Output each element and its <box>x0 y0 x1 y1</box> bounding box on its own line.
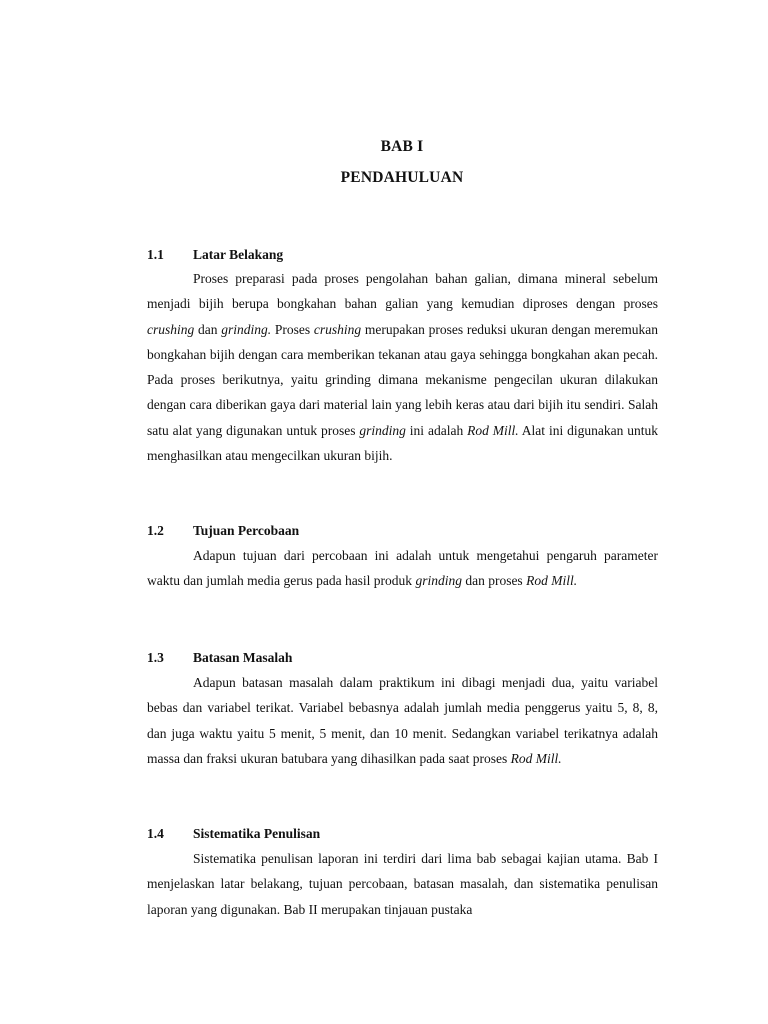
italic-term: grinding. <box>221 321 272 337</box>
section-number: 1.4 <box>147 826 164 841</box>
section-paragraph-1-1 <box>147 266 658 468</box>
paragraph-text: merupakan proses reduksi ukuran dengan meremukan bongkahan bijih dengan cara memberikan tekanan atau gaya sehingga bongkahan akan pecah. Pada proses berikutnya, yaitu grinding dimana mekanisme pengecilan ukuran dilakukan dengan cara diberikan gaya dari material lain yang lebih keras atau dari bijih itu sendiri. Salah satu alat yang digunakan untuk proses <box>147 321 658 438</box>
section-heading-1-3 <box>147 650 292 666</box>
chapter-title: PENDAHULUAN <box>340 169 464 186</box>
italic-term: grinding <box>415 573 462 589</box>
section-paragraph-1-4 <box>147 846 658 922</box>
section-paragraph-1-3 <box>147 670 658 771</box>
paragraph-text: Adapun tujuan dari percobaan ini adalah untuk mengetahui pengaruh parameter waktu dan jumlah media gerus pada hasil produk <box>147 548 658 589</box>
paragraph-text: dan proses <box>461 573 527 589</box>
section-number: 1.3 <box>147 650 164 665</box>
section-heading-1-4 <box>147 826 320 842</box>
italic-term: Rod Mill. <box>467 422 519 438</box>
paragraph-text: ini adalah <box>405 422 468 438</box>
section-paragraph-1-2 <box>147 543 658 594</box>
italic-term: grinding <box>359 422 406 438</box>
paragraph-text: Alat ini digunakan untuk menghasilkan atau mengecilkan ukuran bijih. <box>147 422 658 464</box>
section-title: Sistematika Penulisan <box>193 826 321 841</box>
chapter-number: BAB I <box>380 138 424 155</box>
section-heading-1-1 <box>147 247 283 263</box>
italic-term: crushing <box>147 321 195 337</box>
paragraph-text: Adapun batasan masalah dalam praktikum ini dibagi menjadi dua, yaitu variabel bebas dan variabel terikat. Variabel bebasnya adalah jumlah media penggerus yaitu 5, 8, 8, dan juga waktu yaitu 5 menit, 5 menit, dan 10 menit. Sedangkan variabel terikatnya adalah massa dan fraksi ukuran batubara yang dihasilkan pada saat proses <box>147 675 658 766</box>
section-title: Latar Belakang <box>193 247 284 262</box>
paragraph-text: Sistematika penulisan laporan ini terdiri dari lima bab sebagai kajian utama. Bab I menjelaskan latar belakang, tujuan percobaan, batasan masalah, dan sistematika penulisan laporan yang digunakan. Bab II merupakan tinjauan pustaka <box>147 851 658 917</box>
section-heading-1-2 <box>147 523 299 539</box>
paragraph-text: dan <box>194 321 222 337</box>
italic-term: crushing <box>313 321 362 337</box>
section-title: Tujuan Percobaan <box>193 523 300 538</box>
section-number: 1.2 <box>147 523 164 538</box>
paragraph-text: Proses <box>271 321 314 337</box>
section-number: 1.1 <box>147 247 164 262</box>
paragraph-text: Proses preparasi pada proses pengolahan bahan galian, dimana mineral sebelum menjadi bijih berupa bongkahan bahan galian yang kemudian diproses dengan proses <box>147 271 658 312</box>
section-title: Batasan Masalah <box>193 650 293 665</box>
italic-term: Rod Mill. <box>510 750 562 766</box>
italic-term: Rod Mill. <box>526 573 578 589</box>
